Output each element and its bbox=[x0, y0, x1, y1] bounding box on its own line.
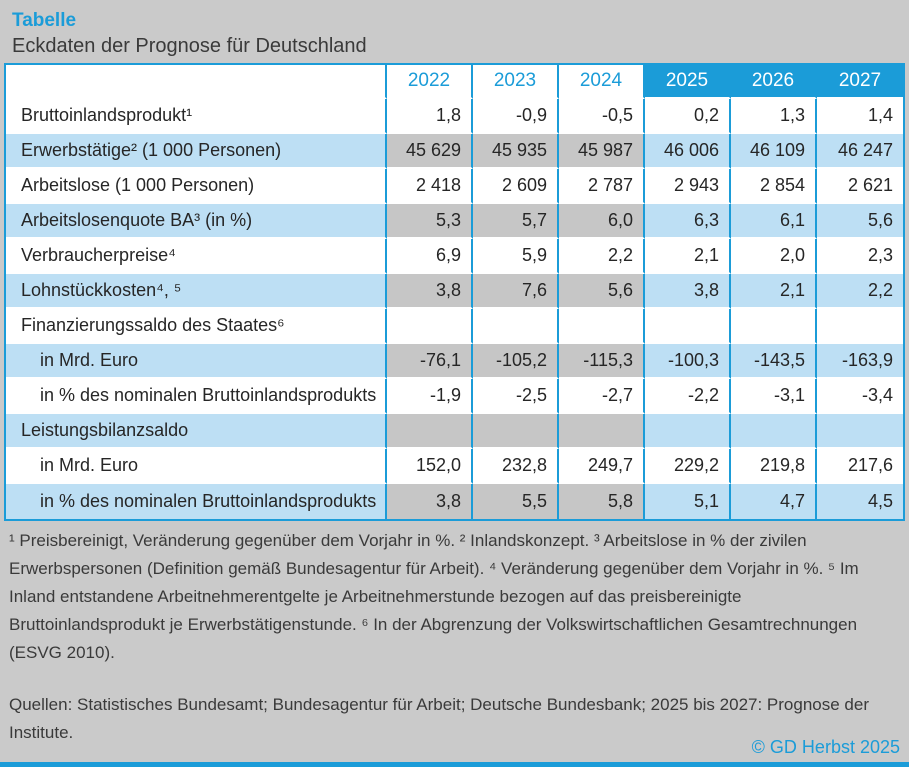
year-header-2027: 2027 bbox=[817, 65, 903, 99]
value-cell bbox=[387, 309, 473, 344]
value-cell: -3,1 bbox=[731, 379, 817, 414]
value-cell bbox=[387, 414, 473, 449]
value-cell: 229,2 bbox=[645, 449, 731, 484]
value-cell: 1,8 bbox=[387, 99, 473, 134]
value-cell: 1,3 bbox=[731, 99, 817, 134]
table-row bbox=[6, 449, 903, 484]
label-header-cell bbox=[6, 65, 387, 99]
value-cell: 2,3 bbox=[817, 239, 903, 274]
value-cell: 2 418 bbox=[387, 169, 473, 204]
value-cell: 2,1 bbox=[731, 274, 817, 309]
year-header-2026: 2026 bbox=[731, 65, 817, 99]
footnotes: ¹ Preisbereinigt, Veränderung gegenüber dem Vorjahr in %. ² Inlandskonzept. ³ Arbeitslose in % der zivilen Erwerbspersonen (Definition gemäß Bundesagentur für Arbeit). ⁴ Veränderung gegenüber dem Vorjahr in %. ⁵ Im Inland entstandene Arbeitnehmerentgelte je Arbeitnehmerstunde bezogen auf das preisbereinigte Bruttoinlandsprodukt je Erwerbstätigenstunde. ⁶ In der Abgrenzung der Volkswirtschaftlichen Gesamtrechnungen (ESVG 2010). bbox=[9, 531, 859, 662]
value-cell: -0,5 bbox=[559, 99, 645, 134]
table-row bbox=[6, 169, 903, 204]
value-cell: -0,9 bbox=[473, 99, 559, 134]
value-cell: 152,0 bbox=[387, 449, 473, 484]
row-label: Leistungsbilanzsaldo bbox=[6, 414, 387, 449]
value-cell: 217,6 bbox=[817, 449, 903, 484]
value-cell: 5,6 bbox=[817, 204, 903, 239]
value-cell: 5,7 bbox=[473, 204, 559, 239]
row-label: Bruttoinlandsprodukt¹ bbox=[6, 99, 387, 134]
value-cell: -3,4 bbox=[817, 379, 903, 414]
row-label: in Mrd. Euro bbox=[6, 344, 387, 379]
value-cell: 6,0 bbox=[559, 204, 645, 239]
value-cell: 5,3 bbox=[387, 204, 473, 239]
value-cell: 5,5 bbox=[473, 484, 559, 519]
value-cell: 6,1 bbox=[731, 204, 817, 239]
value-cell bbox=[559, 414, 645, 449]
year-header-2025: 2025 bbox=[645, 65, 731, 99]
value-cell: -2,7 bbox=[559, 379, 645, 414]
value-cell: 7,6 bbox=[473, 274, 559, 309]
value-cell: 6,9 bbox=[387, 239, 473, 274]
forecast-table bbox=[4, 63, 905, 521]
value-cell: -115,3 bbox=[559, 344, 645, 379]
value-cell: -143,5 bbox=[731, 344, 817, 379]
value-cell: 249,7 bbox=[559, 449, 645, 484]
value-cell: 4,5 bbox=[817, 484, 903, 519]
value-cell: 3,8 bbox=[387, 484, 473, 519]
year-header-2024: 2024 bbox=[559, 65, 645, 99]
table-body bbox=[6, 99, 903, 519]
row-label: Arbeitslose (1 000 Personen) bbox=[6, 169, 387, 204]
value-cell bbox=[817, 309, 903, 344]
year-header-2023: 2023 bbox=[473, 65, 559, 99]
value-cell: 46 109 bbox=[731, 134, 817, 169]
value-cell: 2 854 bbox=[731, 169, 817, 204]
value-cell: 6,3 bbox=[645, 204, 731, 239]
value-cell: 2 621 bbox=[817, 169, 903, 204]
value-cell: 0,2 bbox=[645, 99, 731, 134]
value-cell: 2 787 bbox=[559, 169, 645, 204]
value-cell: -1,9 bbox=[387, 379, 473, 414]
value-cell: -2,2 bbox=[645, 379, 731, 414]
row-label: Erwerbstätige² (1 000 Personen) bbox=[6, 134, 387, 169]
table-row bbox=[6, 379, 903, 414]
row-label: in Mrd. Euro bbox=[6, 449, 387, 484]
value-cell: 2 943 bbox=[645, 169, 731, 204]
table-row bbox=[6, 99, 903, 134]
value-cell: 46 006 bbox=[645, 134, 731, 169]
sources: Quellen: Statistisches Bundesamt; Bundesagentur für Arbeit; Deutsche Bundesbank; 2025 bis 2027: Prognose der Institute. bbox=[9, 695, 869, 742]
value-cell: 219,8 bbox=[731, 449, 817, 484]
value-cell: 2,1 bbox=[645, 239, 731, 274]
page-header bbox=[0, 0, 909, 61]
value-cell bbox=[645, 309, 731, 344]
value-cell: 4,7 bbox=[731, 484, 817, 519]
value-cell: -105,2 bbox=[473, 344, 559, 379]
value-cell bbox=[731, 309, 817, 344]
value-cell: 5,6 bbox=[559, 274, 645, 309]
value-cell: 2,0 bbox=[731, 239, 817, 274]
table-header-row bbox=[6, 65, 903, 99]
row-label: Lohnstückkosten⁴, ⁵ bbox=[6, 274, 387, 309]
value-cell bbox=[817, 414, 903, 449]
value-cell: -163,9 bbox=[817, 344, 903, 379]
value-cell: 232,8 bbox=[473, 449, 559, 484]
value-cell: 5,8 bbox=[559, 484, 645, 519]
value-cell bbox=[731, 414, 817, 449]
row-label: Arbeitslosenquote BA³ (in %) bbox=[6, 204, 387, 239]
value-cell: 46 247 bbox=[817, 134, 903, 169]
value-cell: -2,5 bbox=[473, 379, 559, 414]
copyright: © GD Herbst 2025 bbox=[751, 737, 900, 757]
table-row bbox=[6, 344, 903, 379]
page-title: Tabelle bbox=[12, 10, 77, 31]
row-label: Verbraucherpreise⁴ bbox=[6, 239, 387, 274]
year-header-2022: 2022 bbox=[387, 65, 473, 99]
table-row bbox=[6, 134, 903, 169]
row-label: Finanzierungssaldo des Staates⁶ bbox=[6, 309, 387, 344]
table-row bbox=[6, 484, 903, 519]
value-cell: 2,2 bbox=[559, 239, 645, 274]
table-row bbox=[6, 239, 903, 274]
value-cell: 5,1 bbox=[645, 484, 731, 519]
value-cell: 1,4 bbox=[817, 99, 903, 134]
page-subtitle: Eckdaten der Prognose für Deutschland bbox=[12, 35, 367, 57]
value-cell bbox=[473, 309, 559, 344]
value-cell bbox=[473, 414, 559, 449]
value-cell: 5,9 bbox=[473, 239, 559, 274]
value-cell: 2 609 bbox=[473, 169, 559, 204]
row-label: in % des nominalen Bruttoinlandsprodukts bbox=[6, 379, 387, 414]
row-label: in % des nominalen Bruttoinlandsprodukts bbox=[6, 484, 387, 519]
value-cell: -100,3 bbox=[645, 344, 731, 379]
value-cell bbox=[559, 309, 645, 344]
value-cell: -76,1 bbox=[387, 344, 473, 379]
value-cell: 45 935 bbox=[473, 134, 559, 169]
value-cell: 3,8 bbox=[387, 274, 473, 309]
table-row bbox=[6, 204, 903, 239]
bottom-accent-bar bbox=[0, 762, 909, 767]
value-cell: 45 629 bbox=[387, 134, 473, 169]
table-row bbox=[6, 274, 903, 309]
value-cell: 2,2 bbox=[817, 274, 903, 309]
table-row bbox=[6, 414, 903, 449]
value-cell: 3,8 bbox=[645, 274, 731, 309]
value-cell bbox=[645, 414, 731, 449]
table-row bbox=[6, 309, 903, 344]
value-cell: 45 987 bbox=[559, 134, 645, 169]
